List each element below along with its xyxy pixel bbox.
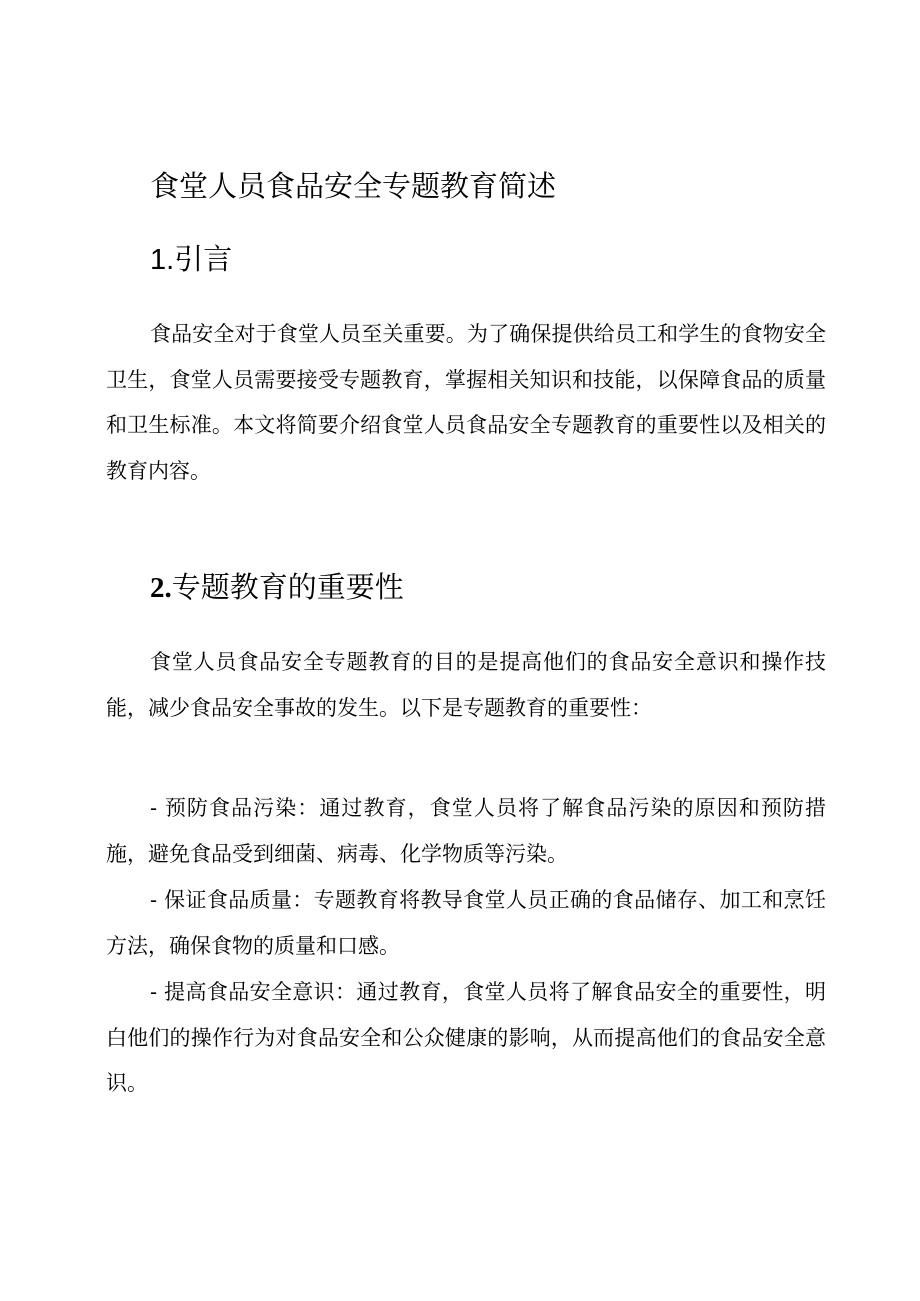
document-title: 食堂人员食品安全专题教育简述 [150, 169, 557, 203]
section-2-heading [150, 565, 404, 610]
section-2-heading-text: 专题教育的重要性 [171, 570, 404, 604]
section-1-number: 1. [150, 244, 175, 276]
bullet-item-raise-awareness: - 提高食品安全意识：通过教育，食堂人员将了解食品安全的重要性，明白他们的操作行为对食品安全和公众健康的影响，从而提高他们的食品安全意识。 [106, 980, 826, 1095]
bullet-item-prevent-contamination: - 预防食品污染：通过教育，食堂人员将了解食品污染的原因和预防措施，避免食品受到细菌、病毒、化学物质等污染。 [106, 796, 826, 866]
section-1-heading-text: 引言 [174, 242, 233, 276]
bullet-item-ensure-quality: - 保证食品质量：专题教育将教导食堂人员正确的食品储存、加工和烹饪方法，确保食物的质量和口感。 [106, 888, 826, 958]
section-2-number: 2. [150, 572, 172, 604]
section-1-paragraph: 食品安全对于食堂人员至关重要。为了确保提供给员工和学生的食物安全卫生，食堂人员需要接受专题教育，掌握相关知识和技能，以保障食品的质量和卫生标准。本文将简要介绍食堂人员食品安全专题教育的重要性以及相关的教育内容。 [106, 322, 826, 483]
section-1-heading [150, 237, 232, 282]
section-2-paragraph: 食堂人员食品安全专题教育的目的是提高他们的食品安全意识和操作技能，减少食品安全事故的发生。以下是专题教育的重要性： [106, 650, 826, 720]
